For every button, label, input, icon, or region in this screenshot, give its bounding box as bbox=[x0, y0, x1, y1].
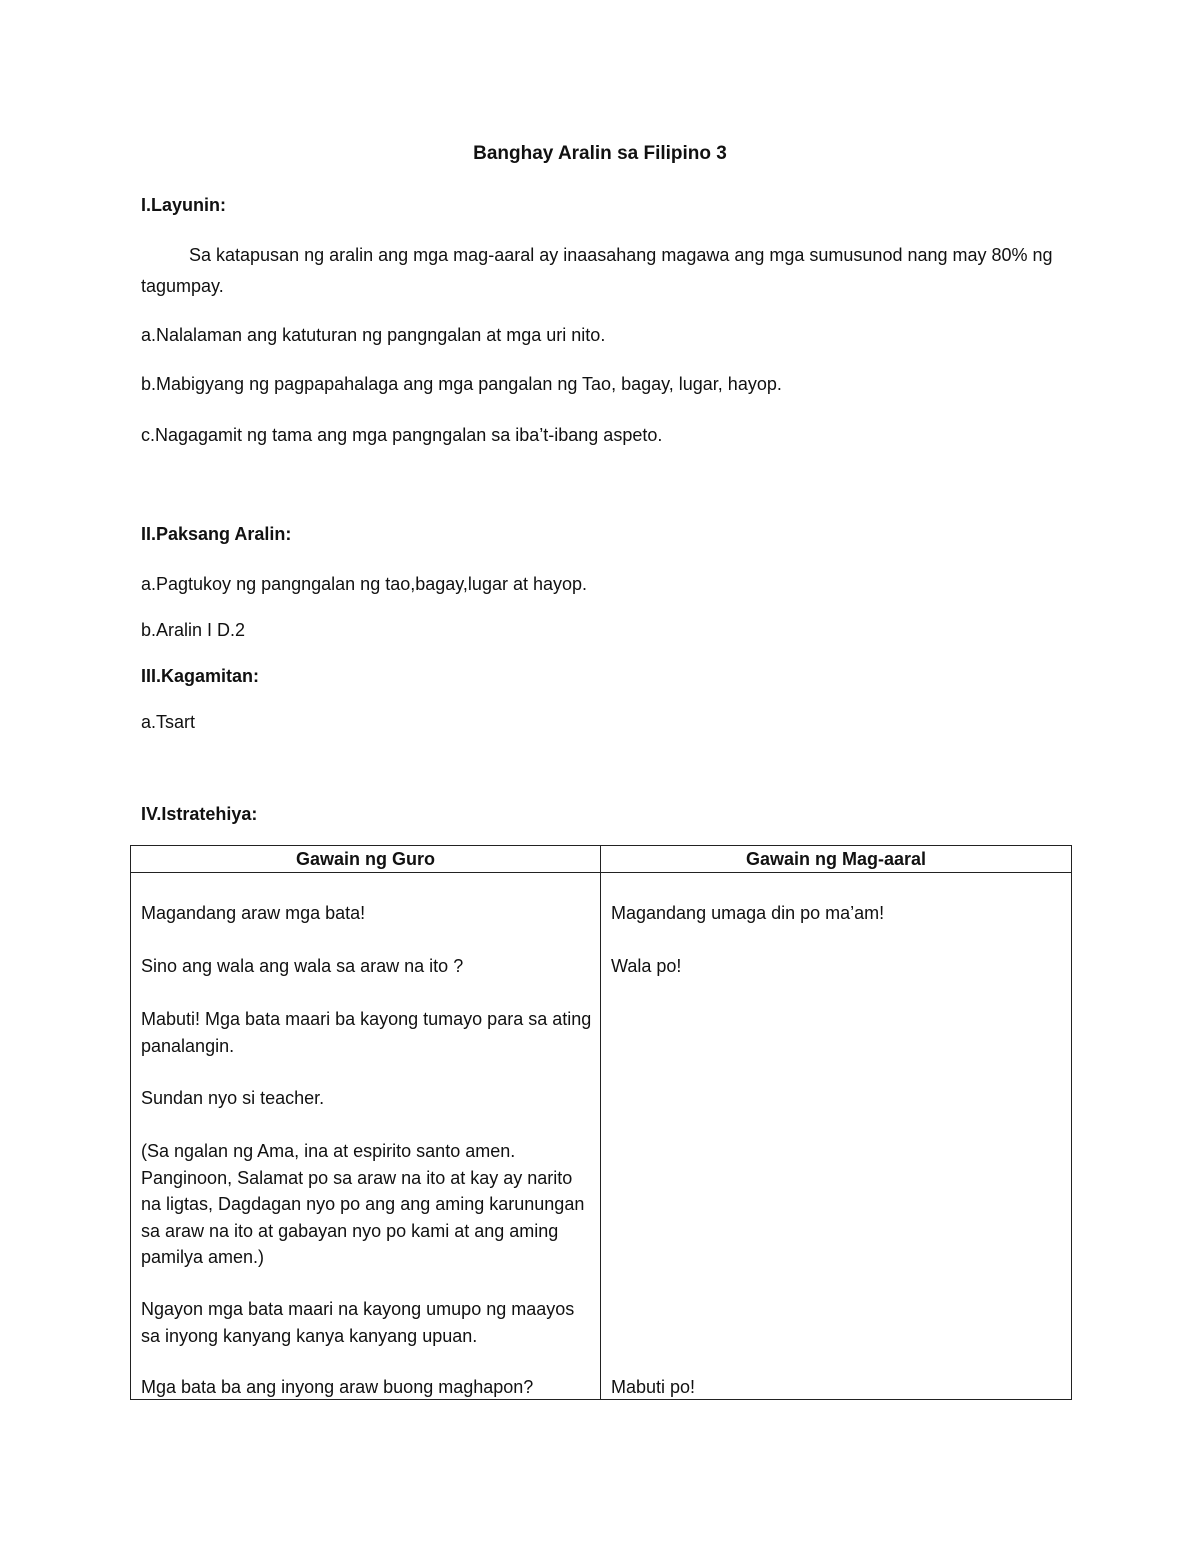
section-heading-paksa: II.Paksang Aralin: bbox=[141, 524, 292, 544]
cell-magaaral bbox=[601, 873, 1072, 1400]
column-header-magaaral: Gawain ng Mag-aaral bbox=[601, 846, 1072, 873]
paksa-item-a: a.Pagtukoy ng pangngalan ng tao,bagay,lugar at hayop. bbox=[141, 574, 588, 594]
cell-guro bbox=[131, 873, 601, 1400]
guro-line: Sundan nyo si teacher. bbox=[141, 1088, 325, 1108]
paksa-item-b: b.Aralin I D.2 bbox=[141, 620, 246, 640]
column-header-guro: Gawain ng Guro bbox=[131, 846, 601, 873]
section-heading-layunin: I.Layunin: bbox=[141, 195, 226, 215]
section-heading-istratehiya: IV.Istratehiya: bbox=[141, 804, 258, 824]
table-header-row bbox=[131, 846, 1072, 873]
guro-line: Sino ang wala ang wala sa araw na ito ? bbox=[141, 956, 464, 976]
guro-line: Magandang araw mga bata! bbox=[141, 903, 366, 923]
magaaral-line: Wala po! bbox=[611, 956, 682, 976]
table-row bbox=[131, 873, 1072, 1400]
magaaral-line: Magandang umaga din po ma’am! bbox=[611, 903, 885, 923]
magaaral-line: Mabuti po! bbox=[611, 1377, 696, 1397]
layunin-intro: Sa katapusan ng aralin ang mga mag-aaral ay inaasahang magawa ang mga sumusunod nang may 80% ng tagumpay. bbox=[141, 245, 1053, 296]
layunin-item-b: b.Mabigyang ng pagpapahalaga ang mga pangalan ng Tao, bagay, lugar, hayop. bbox=[141, 374, 782, 394]
guro-line: Mga bata ba ang inyong araw buong maghapon? bbox=[141, 1377, 534, 1397]
section-heading-kagamitan: III.Kagamitan: bbox=[141, 666, 260, 686]
layunin-item-c: c.Nagagamit ng tama ang mga pangngalan sa iba’t-ibang aspeto. bbox=[141, 425, 663, 445]
guro-line: Mabuti! Mga bata maari ba kayong tumayo para sa ating panalangin. bbox=[141, 1009, 592, 1056]
guro-line: (Sa ngalan ng Ama, ina at espirito santo amen. Panginoon, Salamat po sa araw na ito at kay ay narito na ligtas, Dagdagan nyo po ang ang aming karunungan sa araw na ito at gabayan nyo po kami at ang aming pamilya amen.) bbox=[141, 1141, 585, 1267]
document-title: Banghay Aralin sa Filipino 3 bbox=[473, 143, 727, 164]
strategy-table bbox=[130, 845, 1072, 1400]
layunin-item-a: a.Nalalaman ang katuturan ng pangngalan at mga uri nito. bbox=[141, 325, 606, 345]
guro-line: Ngayon mga bata maari na kayong umupo ng maayos sa inyong kanyang kanya kanyang upuan. bbox=[141, 1299, 575, 1346]
kagamitan-item-a: a.Tsart bbox=[141, 712, 196, 732]
